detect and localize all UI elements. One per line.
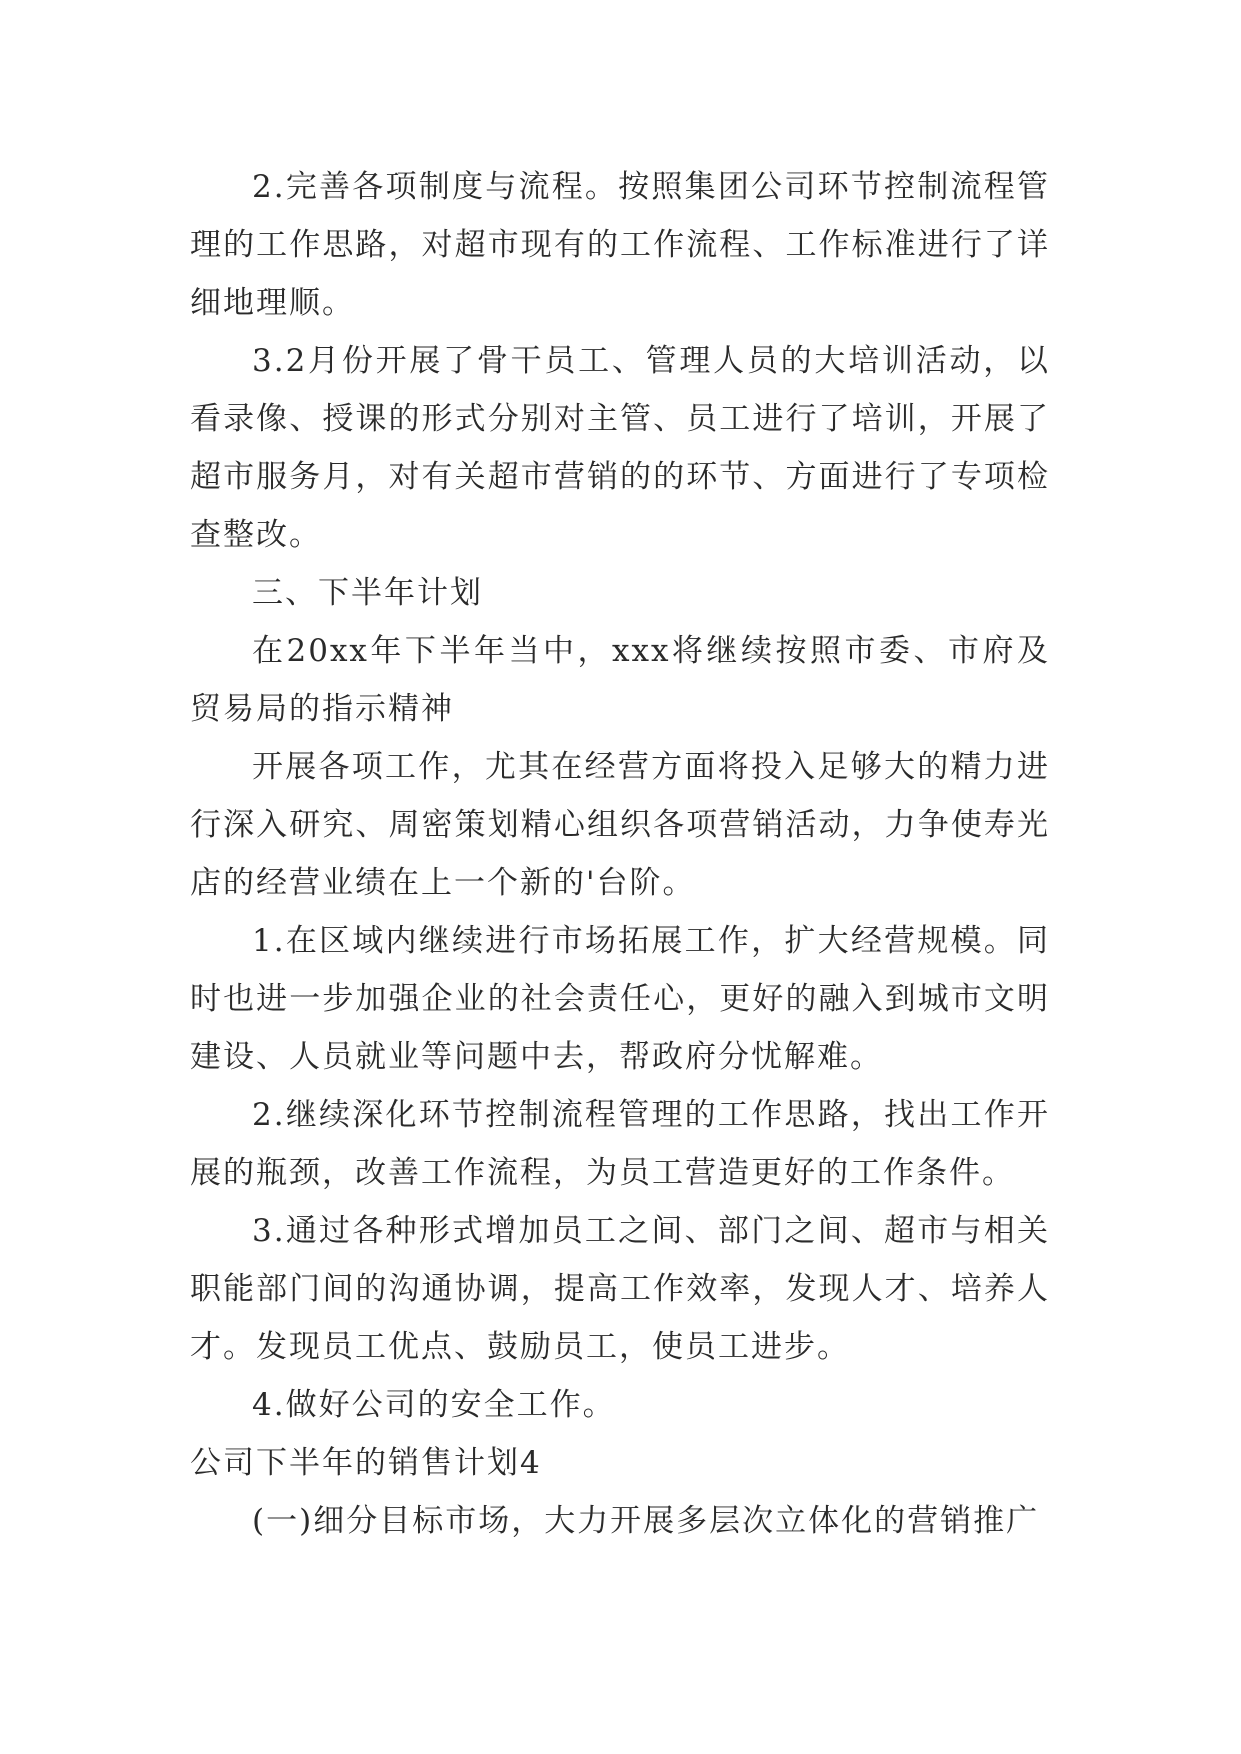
- paragraph-safety: 4.做好公司的安全工作。: [252, 1387, 616, 1423]
- paragraph-plan-intro: 在20xx年下半年当中，xxx将继续按照市委、市府及贸易局的指示精神: [190, 633, 1050, 727]
- paragraph-february-training: 3.2月份开展了骨干员工、管理人员的大培训活动，以看录像、授课的形式分别对主管、员工进行了培训，开展了超市服务月，对有关超市营销的的环节、方面进行了专项检查整改。: [190, 343, 1050, 553]
- paragraph-communication: 3.通过各种形式增加员工之间、部门之间、超市与相关职能部门间的沟通协调，提高工作效率，发现人才、培养人才。发现员工优点、鼓励员工，使员工进步。: [190, 1213, 1050, 1365]
- paragraph-target-market: (一)细分目标市场，大力开展多层次立体化的营销推广: [252, 1503, 1040, 1539]
- paragraph-process-improvement: 2.继续深化环节控制流程管理的工作思路，找出工作开展的瓶颈，改善工作流程，为员工营造更好的工作条件。: [190, 1097, 1050, 1191]
- paragraph-work-focus: 开展各项工作，尤其在经营方面将投入足够大的精力进行深入研究、周密策划精心组织各项营销活动，力争使寿光店的经营业绩在上一个新的'台阶。: [190, 749, 1050, 901]
- section-heading-second-half-plan: 三、下半年计划: [252, 575, 483, 611]
- paragraph-market-expansion: 1.在区域内继续进行市场拓展工作，扩大经营规模。同时也进一步加强企业的社会责任心，更好的融入到城市文明建设、人员就业等问题中去，帮政府分忧解难。: [190, 923, 1050, 1075]
- paragraph-improve-systems: 2.完善各项制度与流程。按照集团公司环节控制流程管理的工作思路，对超市现有的工作流程、工作标准进行了详细地理顺。: [190, 169, 1050, 321]
- document-section-title: 公司下半年的销售计划4: [190, 1445, 542, 1481]
- document-body: [190, 158, 1050, 1550]
